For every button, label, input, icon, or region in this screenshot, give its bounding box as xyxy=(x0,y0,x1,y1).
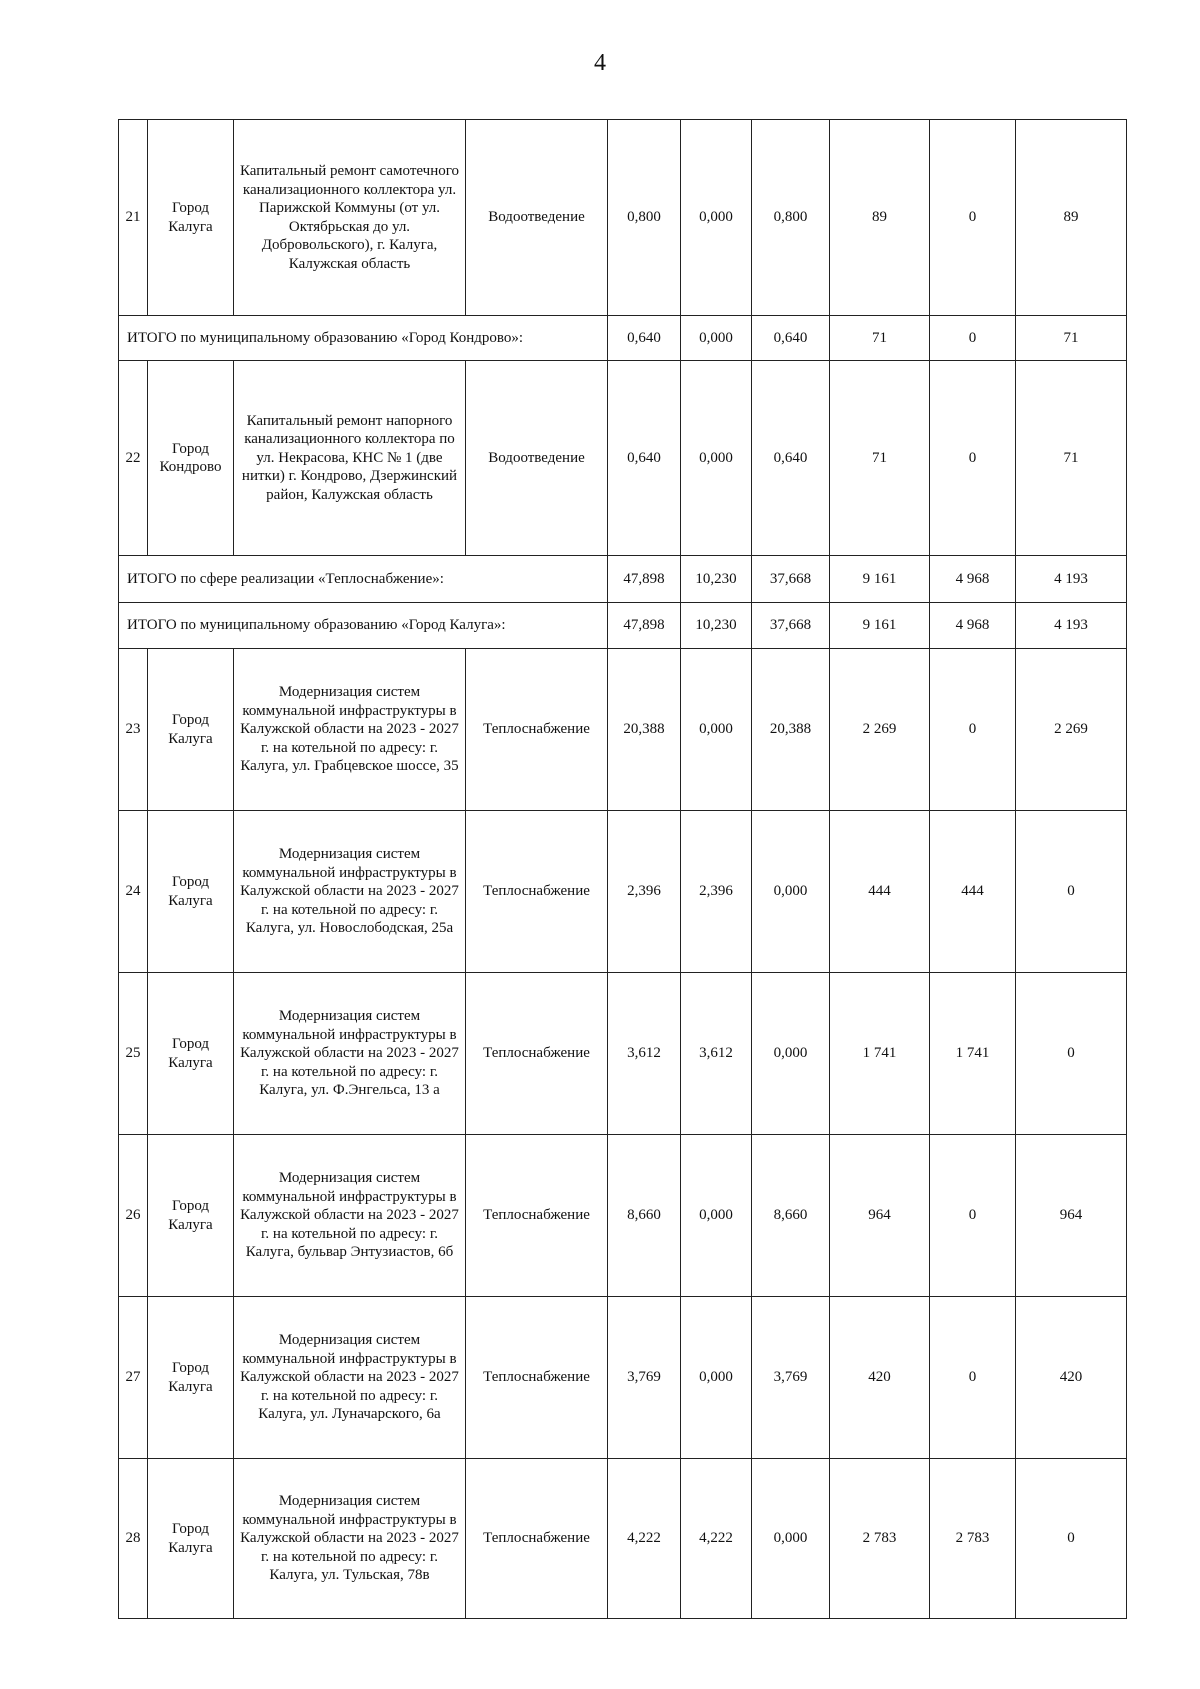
value-cell: 0,000 xyxy=(752,811,830,973)
value-cell: 10,230 xyxy=(681,556,752,603)
value-cell: 0 xyxy=(930,1297,1016,1459)
value-cell: 444 xyxy=(830,811,930,973)
municipality: Город Калуга xyxy=(148,1297,234,1459)
total-row xyxy=(119,603,1127,649)
value-cell: 4 968 xyxy=(930,603,1016,649)
project-description: Модернизация систем коммунальной инфраструктуры в Калужской области на 2023 - 2027 г. на котельной по адресу: г. Калуга, ул. Ф.Энгельса, 13 а xyxy=(234,973,466,1135)
value-cell: 0,800 xyxy=(752,120,830,316)
value-cell: 0,000 xyxy=(681,1135,752,1297)
value-cell: 0 xyxy=(930,120,1016,316)
value-cell: 3,769 xyxy=(752,1297,830,1459)
municipality: Город Калуга xyxy=(148,649,234,811)
value-cell: 420 xyxy=(830,1297,930,1459)
value-cell: 20,388 xyxy=(752,649,830,811)
value-cell: 2 269 xyxy=(830,649,930,811)
total-label: ИТОГО по муниципальному образованию «Город Кондрово»: xyxy=(119,316,608,361)
value-cell: 3,612 xyxy=(681,973,752,1135)
value-cell: 3,769 xyxy=(608,1297,681,1459)
value-cell: 8,660 xyxy=(752,1135,830,1297)
row-number: 28 xyxy=(119,1459,148,1619)
value-cell: 1 741 xyxy=(930,973,1016,1135)
row-number: 25 xyxy=(119,973,148,1135)
row-number: 23 xyxy=(119,649,148,811)
value-cell: 0,640 xyxy=(608,316,681,361)
value-cell: 1 741 xyxy=(830,973,930,1135)
value-cell: 0 xyxy=(930,1135,1016,1297)
value-cell: 444 xyxy=(930,811,1016,973)
value-cell: 0 xyxy=(1016,811,1127,973)
value-cell: 4 193 xyxy=(1016,603,1127,649)
value-cell: 964 xyxy=(830,1135,930,1297)
municipality: Город Калуга xyxy=(148,120,234,316)
row-number: 26 xyxy=(119,1135,148,1297)
value-cell: 89 xyxy=(830,120,930,316)
row-number: 27 xyxy=(119,1297,148,1459)
sphere: Теплоснабжение xyxy=(466,1297,608,1459)
value-cell: 2 783 xyxy=(830,1459,930,1619)
table-row xyxy=(119,1297,1127,1459)
value-cell: 10,230 xyxy=(681,603,752,649)
table-row xyxy=(119,973,1127,1135)
value-cell: 964 xyxy=(1016,1135,1127,1297)
value-cell: 0,000 xyxy=(752,973,830,1135)
row-number: 21 xyxy=(119,120,148,316)
page-number: 4 xyxy=(594,50,606,76)
value-cell: 0,800 xyxy=(608,120,681,316)
value-cell: 71 xyxy=(1016,316,1127,361)
value-cell: 71 xyxy=(830,361,930,556)
value-cell: 0,640 xyxy=(608,361,681,556)
sphere: Водоотведение xyxy=(466,120,608,316)
value-cell: 0,640 xyxy=(752,361,830,556)
value-cell: 4,222 xyxy=(681,1459,752,1619)
sphere: Теплоснабжение xyxy=(466,973,608,1135)
value-cell: 20,388 xyxy=(608,649,681,811)
project-description: Модернизация систем коммунальной инфраструктуры в Калужской области на 2023 - 2027 г. на котельной по адресу: г. Калуга, ул. Луначарского, 6а xyxy=(234,1297,466,1459)
value-cell: 0,000 xyxy=(752,1459,830,1619)
value-cell: 0 xyxy=(930,316,1016,361)
value-cell: 3,612 xyxy=(608,973,681,1135)
value-cell: 4,222 xyxy=(608,1459,681,1619)
municipality: Город Калуга xyxy=(148,811,234,973)
value-cell: 4 968 xyxy=(930,556,1016,603)
total-label: ИТОГО по сфере реализации «Теплоснабжение»: xyxy=(119,556,608,603)
value-cell: 0 xyxy=(930,649,1016,811)
value-cell: 71 xyxy=(1016,361,1127,556)
total-row xyxy=(119,316,1127,361)
table-body xyxy=(119,120,1127,1619)
table-row xyxy=(119,1459,1127,1619)
value-cell: 420 xyxy=(1016,1297,1127,1459)
table-row xyxy=(119,649,1127,811)
total-label: ИТОГО по муниципальному образованию «Город Калуга»: xyxy=(119,603,608,649)
sphere: Теплоснабжение xyxy=(466,1135,608,1297)
value-cell: 71 xyxy=(830,316,930,361)
value-cell: 47,898 xyxy=(608,603,681,649)
sphere: Теплоснабжение xyxy=(466,1459,608,1619)
value-cell: 2,396 xyxy=(681,811,752,973)
project-description: Модернизация систем коммунальной инфраструктуры в Калужской области на 2023 - 2027 г. на котельной по адресу: г. Калуга, ул. Грабцевское шоссе, 35 xyxy=(234,649,466,811)
table-row xyxy=(119,1135,1127,1297)
total-row xyxy=(119,556,1127,603)
value-cell: 37,668 xyxy=(752,556,830,603)
value-cell: 0 xyxy=(1016,1459,1127,1619)
table-row xyxy=(119,361,1127,556)
project-description: Модернизация систем коммунальной инфраструктуры в Калужской области на 2023 - 2027 г. на котельной по адресу: г. Калуга, бульвар Энтузиастов, 6б xyxy=(234,1135,466,1297)
value-cell: 0,000 xyxy=(681,316,752,361)
project-description: Капитальный ремонт самотечного канализационного коллектора ул. Парижской Коммуны (от ул. Октябрьская до ул. Добровольского), г. Калуга, Калужская область xyxy=(234,120,466,316)
value-cell: 0,000 xyxy=(681,649,752,811)
value-cell: 9 161 xyxy=(830,603,930,649)
value-cell: 89 xyxy=(1016,120,1127,316)
row-number: 24 xyxy=(119,811,148,973)
municipality: Город Кондрово xyxy=(148,361,234,556)
municipality: Город Калуга xyxy=(148,1459,234,1619)
sphere: Теплоснабжение xyxy=(466,649,608,811)
sphere: Водоотведение xyxy=(466,361,608,556)
municipality: Город Калуга xyxy=(148,1135,234,1297)
project-description: Капитальный ремонт напорного канализационного коллектора по ул. Некрасова, КНС № 1 (две нитки) г. Кондрово, Дзержинский район, Калужская область xyxy=(234,361,466,556)
sphere: Теплоснабжение xyxy=(466,811,608,973)
table-row xyxy=(119,120,1127,316)
project-description: Модернизация систем коммунальной инфраструктуры в Калужской области на 2023 - 2027 г. на котельной по адресу: г. Калуга, ул. Тульская, 78в xyxy=(234,1459,466,1619)
value-cell: 0 xyxy=(1016,973,1127,1135)
value-cell: 37,668 xyxy=(752,603,830,649)
value-cell: 8,660 xyxy=(608,1135,681,1297)
investment-table xyxy=(118,119,1127,1619)
value-cell: 0 xyxy=(930,361,1016,556)
project-description: Модернизация систем коммунальной инфраструктуры в Калужской области на 2023 - 2027 г. на котельной по адресу: г. Калуга, ул. Новослободская, 25а xyxy=(234,811,466,973)
value-cell: 47,898 xyxy=(608,556,681,603)
value-cell: 4 193 xyxy=(1016,556,1127,603)
value-cell: 0,000 xyxy=(681,361,752,556)
value-cell: 0,000 xyxy=(681,120,752,316)
row-number: 22 xyxy=(119,361,148,556)
municipality: Город Калуга xyxy=(148,973,234,1135)
value-cell: 0,000 xyxy=(681,1297,752,1459)
value-cell: 9 161 xyxy=(830,556,930,603)
table-row xyxy=(119,811,1127,973)
value-cell: 2,396 xyxy=(608,811,681,973)
value-cell: 2 783 xyxy=(930,1459,1016,1619)
value-cell: 0,640 xyxy=(752,316,830,361)
value-cell: 2 269 xyxy=(1016,649,1127,811)
